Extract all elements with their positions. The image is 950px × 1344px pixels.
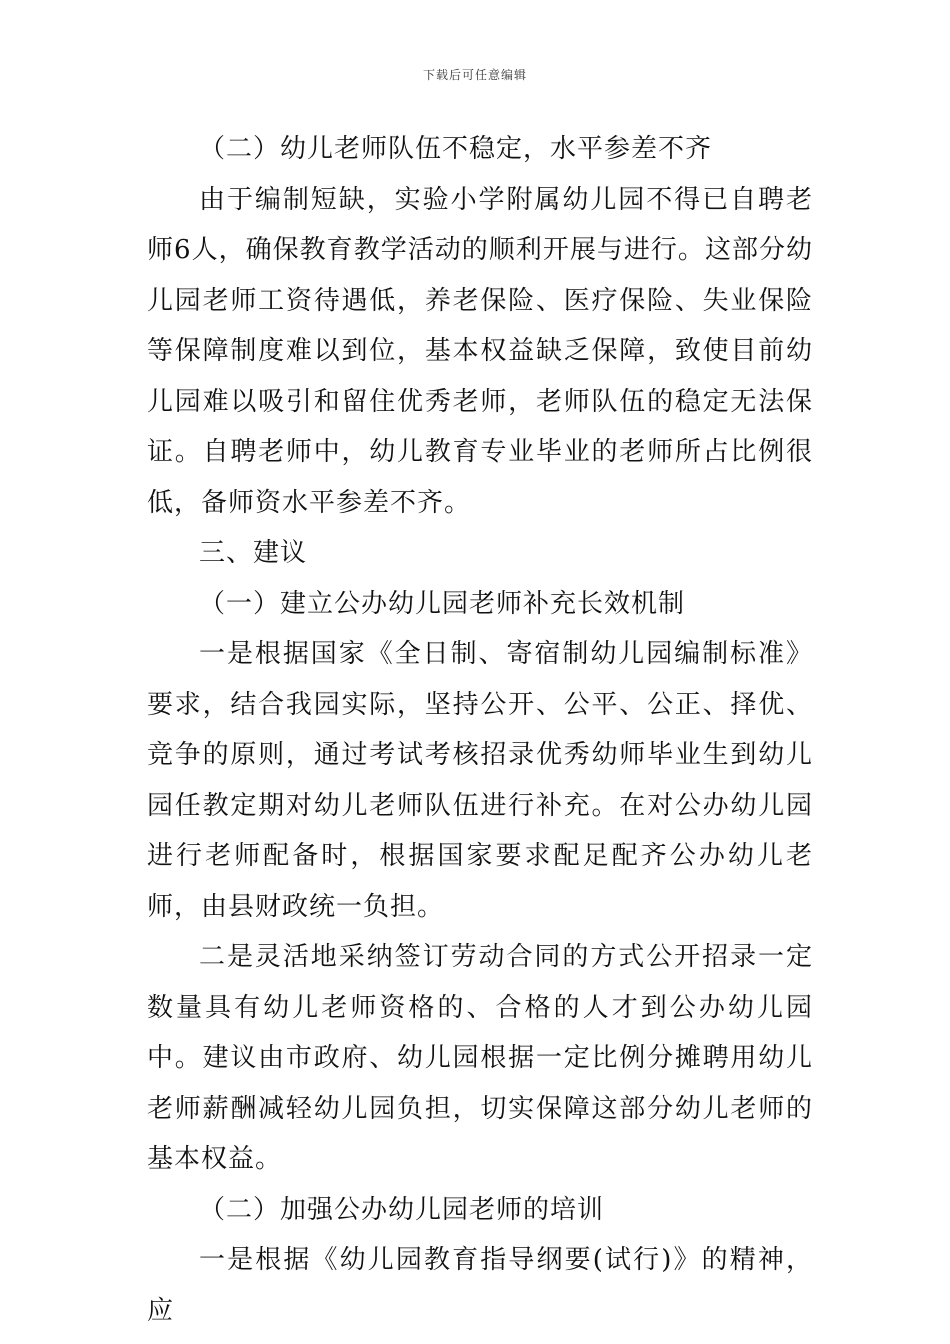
page-header-note: 下载后可任意编辑 (422, 68, 527, 82)
paragraph-staffing-shortage: 由于编制短缺，实验小学附属幼儿园不得已自聘老师6人，确保教育教学活动的顺利开展与进行。这部分幼儿园老师工资待遇低，养老保险、医疗保险、失业保险等保障制度难以到位，基本权益缺乏保障，致使目前幼儿园难以吸引和留住优秀老师，老师队伍的稳定无法保证。自聘老师中，幼儿教育专业毕业的老师所占比例很低，备师资水平参差不齐。 (147, 184, 813, 518)
paragraph-recruitment-standard: 一是根据国家《全日制、寄宿制幼儿园编制标准》要求，结合我园实际，坚持公开、公平、公正、择优、竞争的原则，通过考试考核招录优秀幼师毕业生到幼儿园任教定期对幼儿老师队伍进行补充。在对公办幼儿园进行老师配备时，根据国家要求配足配齐公办幼儿老师，由县财政统一负担。 (147, 639, 813, 922)
section-heading-team-instability: （二）幼儿老师队伍不稳定，水平参差不齐 (199, 134, 713, 164)
paragraph-training-guideline: 一是根据《幼儿园教育指导纲要(试行)》的精神，应 (147, 1245, 813, 1326)
document-body (147, 124, 813, 1336)
section-heading-suggestions: 三、建议 (199, 538, 308, 568)
section-heading-training: （二）加强公办幼儿园老师的培训 (199, 1194, 605, 1225)
section-heading-replenishment-mechanism: （一）建立公办幼儿园老师补充长效机制 (199, 588, 686, 619)
paragraph-labor-contract: 二是灵活地采纳签订劳动合同的方式公开招录一定数量具有幼儿老师资格的、合格的人才到公办幼儿园中。建议由市政府、幼儿园根据一定比例分摊聘用幼儿老师薪酬减轻幼儿园负担，切实保障这部分幼儿老师的基本权益。 (147, 942, 813, 1174)
